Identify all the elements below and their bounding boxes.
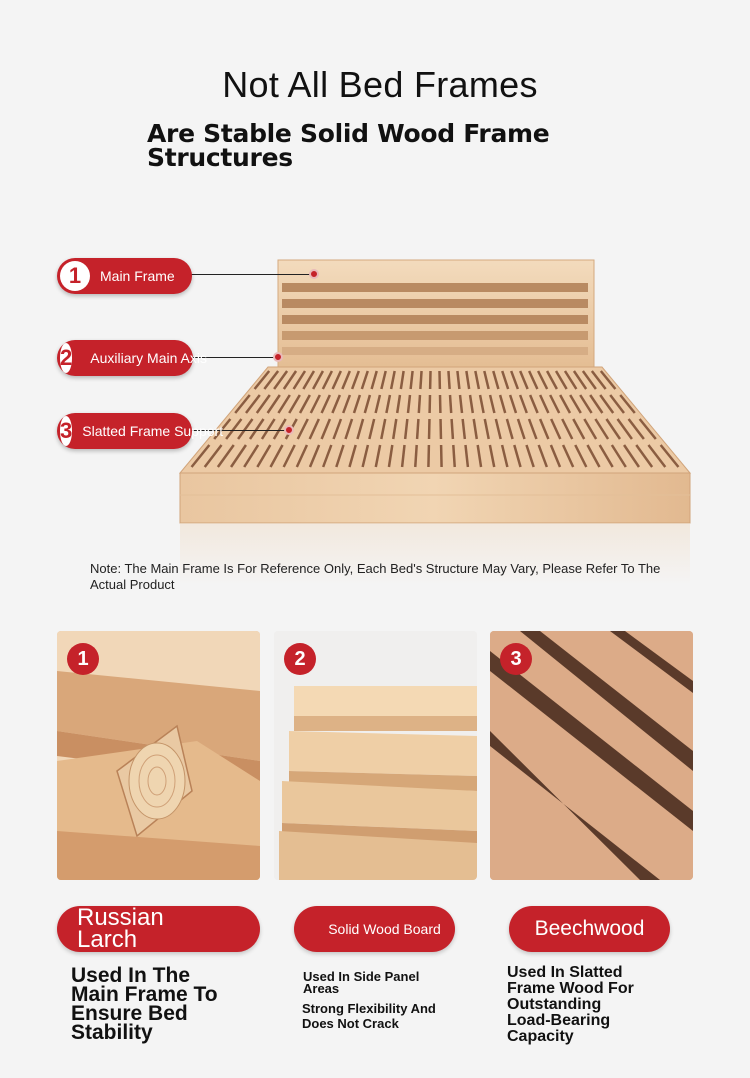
page-subtitle: Are Stable Solid Wood Frame Structures <box>147 119 550 172</box>
material-name-board <box>294 906 455 952</box>
slat-gap <box>419 395 420 413</box>
callout-slatted-support <box>57 413 224 449</box>
slat-gap <box>452 419 453 439</box>
callout-label: Slatted Frame Support <box>82 423 224 439</box>
material-photo-larch <box>57 631 260 880</box>
slat-gap <box>453 445 454 467</box>
material-badge-number: 3 <box>500 643 532 675</box>
callout-main-frame <box>57 258 192 294</box>
material-name-label: Beechwood <box>534 917 645 940</box>
slat-gap <box>448 371 449 389</box>
bed-frame-illustration <box>170 255 700 585</box>
material-photo-boards <box>274 631 477 880</box>
slat-gap <box>420 371 421 389</box>
material-description-board: Used In Side Panel Areas <box>303 969 420 996</box>
material-name-larch <box>57 906 260 952</box>
callout-number: 1 <box>60 261 90 291</box>
callout-label: Main Frame <box>100 268 175 284</box>
callout-number: 2 <box>60 343 72 373</box>
slat-gap <box>450 395 451 413</box>
material-photo-beech <box>490 631 693 880</box>
disclaimer-note: Note: The Main Frame Is For Reference Only, Each Bed's Structure May Vary, Please Refer To The Actual Product <box>90 561 661 592</box>
material-name-label: Solid Wood Board <box>328 921 441 937</box>
callout-auxiliary-axis <box>57 340 207 376</box>
page-title: Not All Bed Frames <box>222 64 538 105</box>
material-description-beech: Used In Slatted Frame Wood For Outstanding Load-Bearing Capacity <box>507 964 634 1045</box>
material-description-larch: Used In The Main Frame To Ensure Bed Stability <box>71 964 218 1044</box>
slat-gap <box>417 419 418 439</box>
material-name-label: Russian Larch <box>77 904 164 953</box>
material-badge-number: 2 <box>284 643 316 675</box>
material-description-board-2: Strong Flexibility And Does Not Crack <box>302 1001 436 1031</box>
slat-gap <box>415 445 416 467</box>
callout-number: 3 <box>60 416 72 446</box>
callout-label: Auxiliary Main Axis <box>90 350 207 366</box>
material-name-beech <box>509 906 670 952</box>
material-badge-number: 1 <box>67 643 99 675</box>
